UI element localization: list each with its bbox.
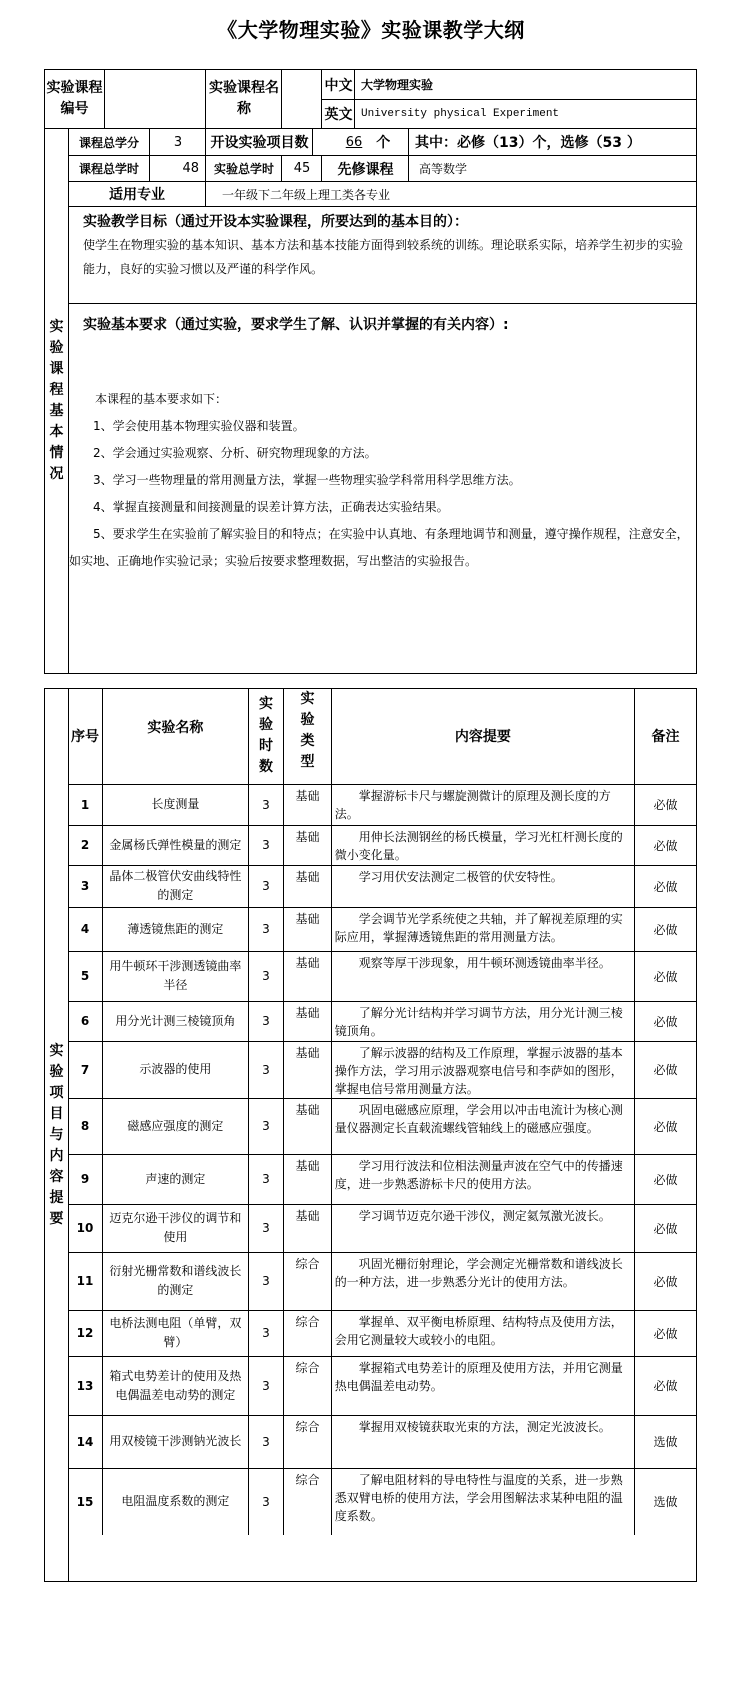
side-label-char: 情	[49, 445, 64, 461]
experiment-hours: 3	[248, 1356, 284, 1415]
header-char: 验	[258, 717, 273, 734]
experiment-name: 晶体二极管伏安曲线特性的测定	[103, 865, 249, 907]
english-name-value: University physical Experiment	[354, 100, 703, 128]
experiment-type: 综合	[284, 1310, 331, 1356]
side-label-char: 本	[49, 424, 64, 440]
experiment-type: 基础	[284, 865, 331, 907]
requirement-item: 5、要求学生在实验前了解实验目的和特点；在实验中认真地、有条理地调节和测量，遵守操作规程，注意安全，如实地、正确地作实验记录；实验后按要求整理数据，写出整洁的实验报告。	[69, 527, 689, 568]
experiment-note: 必做	[634, 1001, 696, 1041]
chinese-label: 中文	[321, 70, 355, 99]
experiment-hours: 3	[248, 1310, 284, 1356]
side-label-char: 基	[49, 403, 64, 419]
experiment-hours: 3	[248, 1415, 284, 1468]
course-code-label: 实验课程编号	[46, 80, 103, 117]
experiment-content: 掌握游标卡尺与螺旋测微计的原理及测长度的方法。	[331, 784, 634, 825]
header-char: 实	[258, 696, 273, 713]
experiment-note: 必做	[634, 1041, 696, 1098]
header-char: 实	[300, 691, 315, 707]
experiment-content: 学习用行波法和位相法测量声波在空气中的传播速度，进一步熟悉游标卡尺的使用方法。	[331, 1154, 634, 1204]
header-char: 数	[258, 759, 273, 776]
experiment-type: 基础	[284, 1204, 331, 1252]
required-elective-split: 其中：必修（13）个，选修（53 ）	[408, 129, 703, 155]
experiment-name: 示波器的使用	[103, 1041, 249, 1098]
side-label-char: 验	[49, 340, 64, 356]
prerequisite-value: 高等数学	[408, 156, 707, 181]
projects-side-label	[45, 689, 69, 1581]
experiment-type: 基础	[284, 784, 331, 825]
experiment-hours: 3	[248, 1252, 284, 1310]
table-row	[68, 1001, 696, 1041]
experiment-content: 了解示波器的结构及工作原理，掌握示波器的基本操作方法，学习用示波器观察电信号和李萨如的图形，掌握电信号常用测量方法。	[331, 1041, 634, 1098]
row-number: 4	[68, 907, 103, 951]
experiment-hours: 3	[248, 784, 284, 825]
experiment-content: 了解分光计结构并学习调节方法，用分光计测三棱镜顶角。	[331, 1001, 634, 1041]
experiment-type: 基础	[284, 1001, 331, 1041]
row-number: 3	[68, 865, 103, 907]
table-row	[68, 1415, 696, 1468]
experiment-note: 必做	[634, 1356, 696, 1415]
side-label-char: 内	[49, 1147, 64, 1164]
header-char: 型	[300, 754, 315, 770]
experiment-note: 必做	[634, 1310, 696, 1356]
experiment-note: 必做	[634, 1204, 696, 1252]
table-row	[68, 1204, 696, 1252]
experiment-content: 掌握用双棱镜获取光束的方法，测定光波波长。	[331, 1415, 634, 1468]
lab-hours-value: 45	[281, 156, 322, 181]
lab-hours-label: 实验总学时	[205, 156, 282, 181]
row-number: 14	[68, 1415, 103, 1468]
row-number: 10	[68, 1204, 103, 1252]
experiment-note: 必做	[634, 865, 696, 907]
row-number: 5	[68, 951, 103, 1001]
experiment-note: 必做	[634, 825, 696, 865]
experiment-note: 必做	[634, 1252, 696, 1310]
experiment-hours: 3	[248, 1204, 284, 1252]
side-label-char: 况	[49, 466, 64, 482]
experiment-name: 长度测量	[103, 784, 249, 825]
experiment-content: 学习调节迈克尔逊干涉仪，测定氦氖激光波长。	[331, 1204, 634, 1252]
row-number: 15	[68, 1468, 103, 1535]
projects-table	[68, 689, 696, 1535]
experiment-hours: 3	[248, 1154, 284, 1204]
experiment-content: 巩固光栅衍射理论，学会测定光栅常数和谱线波长的一种方法，进一步熟悉分光计的使用方法。	[331, 1252, 634, 1310]
table-row	[68, 825, 696, 865]
experiment-name: 用牛顿环干涉测透镜曲率半径	[103, 951, 249, 1001]
total-hours-value: 48	[149, 156, 205, 181]
requirements-list	[69, 386, 692, 575]
total-credits-value: 3	[149, 129, 206, 155]
basic-requirements-section	[69, 304, 696, 673]
side-label-char: 实	[49, 319, 64, 335]
experiment-name: 薄透镜焦距的测定	[103, 907, 249, 951]
row-number: 1	[68, 784, 103, 825]
column-header-no: 序号	[68, 689, 103, 784]
table-row	[68, 1041, 696, 1098]
experiment-name: 迈克尔逊干涉仪的调节和使用	[103, 1204, 249, 1252]
experiment-hours: 3	[248, 865, 284, 907]
table-row	[68, 1356, 696, 1415]
experiment-type: 基础	[284, 951, 331, 1001]
experiment-note: 选做	[634, 1468, 696, 1535]
side-label-char: 提	[49, 1189, 64, 1206]
course-name-label: 实验课程名称	[205, 70, 282, 128]
side-label-char: 实	[49, 1042, 64, 1059]
experiment-type: 综合	[284, 1252, 331, 1310]
requirement-item: 4、掌握直接测量和间接测量的误差计算方法，正确表达实验结果。	[93, 500, 449, 514]
experiment-name: 衍射光栅常数和谱线波长的测定	[103, 1252, 249, 1310]
course-code-value	[104, 70, 205, 128]
table-row	[68, 1154, 696, 1204]
row-number: 7	[68, 1041, 103, 1098]
english-label: 英文	[321, 100, 355, 128]
experiment-hours: 3	[248, 825, 284, 865]
experiment-type: 基础	[284, 1098, 331, 1154]
total-credits-label: 课程总学分	[78, 135, 139, 150]
experiment-note: 选做	[634, 1415, 696, 1468]
table-row	[68, 951, 696, 1001]
table-row	[68, 1098, 696, 1154]
experiment-hours: 3	[248, 907, 284, 951]
experiment-note: 必做	[634, 1098, 696, 1154]
experiment-type: 综合	[284, 1356, 331, 1415]
row-number: 8	[68, 1098, 103, 1154]
experiment-hours: 3	[248, 1098, 284, 1154]
experiment-type: 基础	[284, 825, 331, 865]
experiment-note: 必做	[634, 1154, 696, 1204]
side-label-char: 与	[49, 1126, 64, 1143]
row-number: 6	[68, 1001, 103, 1041]
experiment-name: 用双棱镜干涉测钠光波长	[103, 1415, 249, 1468]
prerequisite-label: 先修课程	[321, 156, 409, 181]
requirements-intro: 本课程的基本要求如下：	[95, 392, 228, 406]
basic-info-block	[44, 128, 697, 674]
document-title: 《大学物理实验》实验课教学大纲	[217, 18, 525, 42]
total-hours-label: 课程总学时	[78, 162, 139, 176]
row-number: 2	[68, 825, 103, 865]
experiment-content: 巩固电磁感应原理，学会用以冲击电流计为核心测量仪器测定长直载流螺线管轴线上的磁感应强度。	[331, 1098, 634, 1154]
table-row	[68, 1468, 696, 1535]
experiment-content: 掌握箱式电势差计的原理及使用方法，并用它测量热电偶温差电动势。	[331, 1356, 634, 1415]
experiment-hours: 3	[248, 1001, 284, 1041]
requirement-item: 1、学会使用基本物理实验仪器和装置。	[93, 419, 305, 433]
row-number: 9	[68, 1154, 103, 1204]
major-value: 一年级下二年级上理工类各专业	[205, 182, 713, 206]
experiment-content: 观察等厚干涉现象，用牛顿环测透镜曲率半径。	[331, 951, 634, 1001]
project-count-value: 66	[345, 134, 363, 150]
project-count-unit: 个	[376, 135, 391, 151]
teaching-goal-title: 实验教学目标（通过开设本实验课程，所要达到的基本目的）：	[83, 214, 468, 230]
experiment-content: 了解电阻材料的导电特性与温度的关系，进一步熟悉双臂电桥的使用方法，学会用图解法求某种电阻的温度系数。	[331, 1468, 634, 1535]
experiment-note: 必做	[634, 907, 696, 951]
requirements-title: 实验基本要求（通过实验，要求学生了解、认识并掌握的有关内容）:	[83, 317, 509, 333]
experiment-name: 箱式电势差计的使用及热电偶温差电动势的测定	[103, 1356, 249, 1415]
table-row	[68, 865, 696, 907]
basic-side-label	[45, 129, 69, 673]
requirement-item: 2、学会通过实验观察、分析、研究物理现象的方法。	[93, 446, 377, 460]
experiment-content: 掌握单、双平衡电桥原理、结构特点及使用方法，会用它测量较大或较小的电阻。	[331, 1310, 634, 1356]
header-char: 时	[258, 738, 273, 755]
side-label-char: 课	[49, 361, 64, 377]
experiment-content: 学习用伏安法测定二极管的伏安特性。	[331, 865, 634, 907]
experiment-hours: 3	[248, 1468, 284, 1535]
column-header-hours	[248, 689, 284, 784]
requirement-item: 3、学习一些物理量的常用测量方法，掌握一些物理实验学科常用科学思维方法。	[93, 473, 521, 487]
row-number: 13	[68, 1356, 103, 1415]
experiment-name: 电阻温度系数的测定	[103, 1468, 249, 1535]
column-header-content: 内容提要	[331, 689, 634, 784]
experiment-type: 综合	[284, 1468, 331, 1535]
table-row	[68, 1310, 696, 1356]
chinese-name-value: 大学物理实验	[354, 70, 703, 99]
experiment-note: 必做	[634, 784, 696, 825]
experiment-type: 基础	[284, 907, 331, 951]
major-label: 适用专业	[109, 187, 165, 203]
column-header-type	[284, 689, 331, 784]
experiment-hours: 3	[248, 1041, 284, 1098]
side-label-char: 验	[49, 1063, 64, 1080]
experiment-type: 基础	[284, 1041, 331, 1098]
experiment-name: 金属杨氏弹性模量的测定	[103, 825, 249, 865]
teaching-goal-section	[69, 207, 696, 304]
experiment-type: 基础	[284, 1154, 331, 1204]
experiment-content: 用伸长法测钢丝的杨氏模量，学习光杠杆测长度的微小变化量。	[331, 825, 634, 865]
header-char: 验	[300, 712, 315, 728]
side-label-char: 要	[49, 1210, 64, 1227]
table-row	[68, 784, 696, 825]
experiment-name: 声速的测定	[103, 1154, 249, 1204]
side-label-char: 项	[49, 1084, 64, 1101]
side-label-char: 容	[49, 1168, 64, 1185]
table-row	[68, 1252, 696, 1310]
column-header-note: 备注	[634, 689, 696, 784]
experiment-type: 综合	[284, 1415, 331, 1468]
experiment-name: 磁感应强度的测定	[103, 1098, 249, 1154]
table-row	[68, 907, 696, 951]
side-label-char: 程	[49, 382, 64, 398]
projects-block	[44, 688, 697, 1582]
row-number: 12	[68, 1310, 103, 1356]
column-header-name: 实验名称	[103, 689, 249, 784]
experiment-note: 必做	[634, 951, 696, 1001]
experiment-content: 学会调节光学系统使之共轴，并了解视差原理的实际应用，掌握薄透镜焦距的常用测量方法。	[331, 907, 634, 951]
side-label-char: 目	[49, 1105, 64, 1122]
header-block	[44, 69, 697, 129]
teaching-goal-text: 使学生在物理实验的基本知识、基本方法和基本技能方面得到较系统的训练。理论联系实际，培养学生初步的实验能力，良好的实验习惯以及严谨的科学作风。	[83, 238, 684, 276]
experiment-name: 电桥法测电阻（单臂，双臂）	[103, 1310, 249, 1356]
header-char: 类	[300, 733, 315, 749]
project-count-label: 开设实验项目数	[205, 129, 313, 155]
experiment-name: 用分光计测三棱镜顶角	[103, 1001, 249, 1041]
experiment-hours: 3	[248, 951, 284, 1001]
row-number: 11	[68, 1252, 103, 1310]
